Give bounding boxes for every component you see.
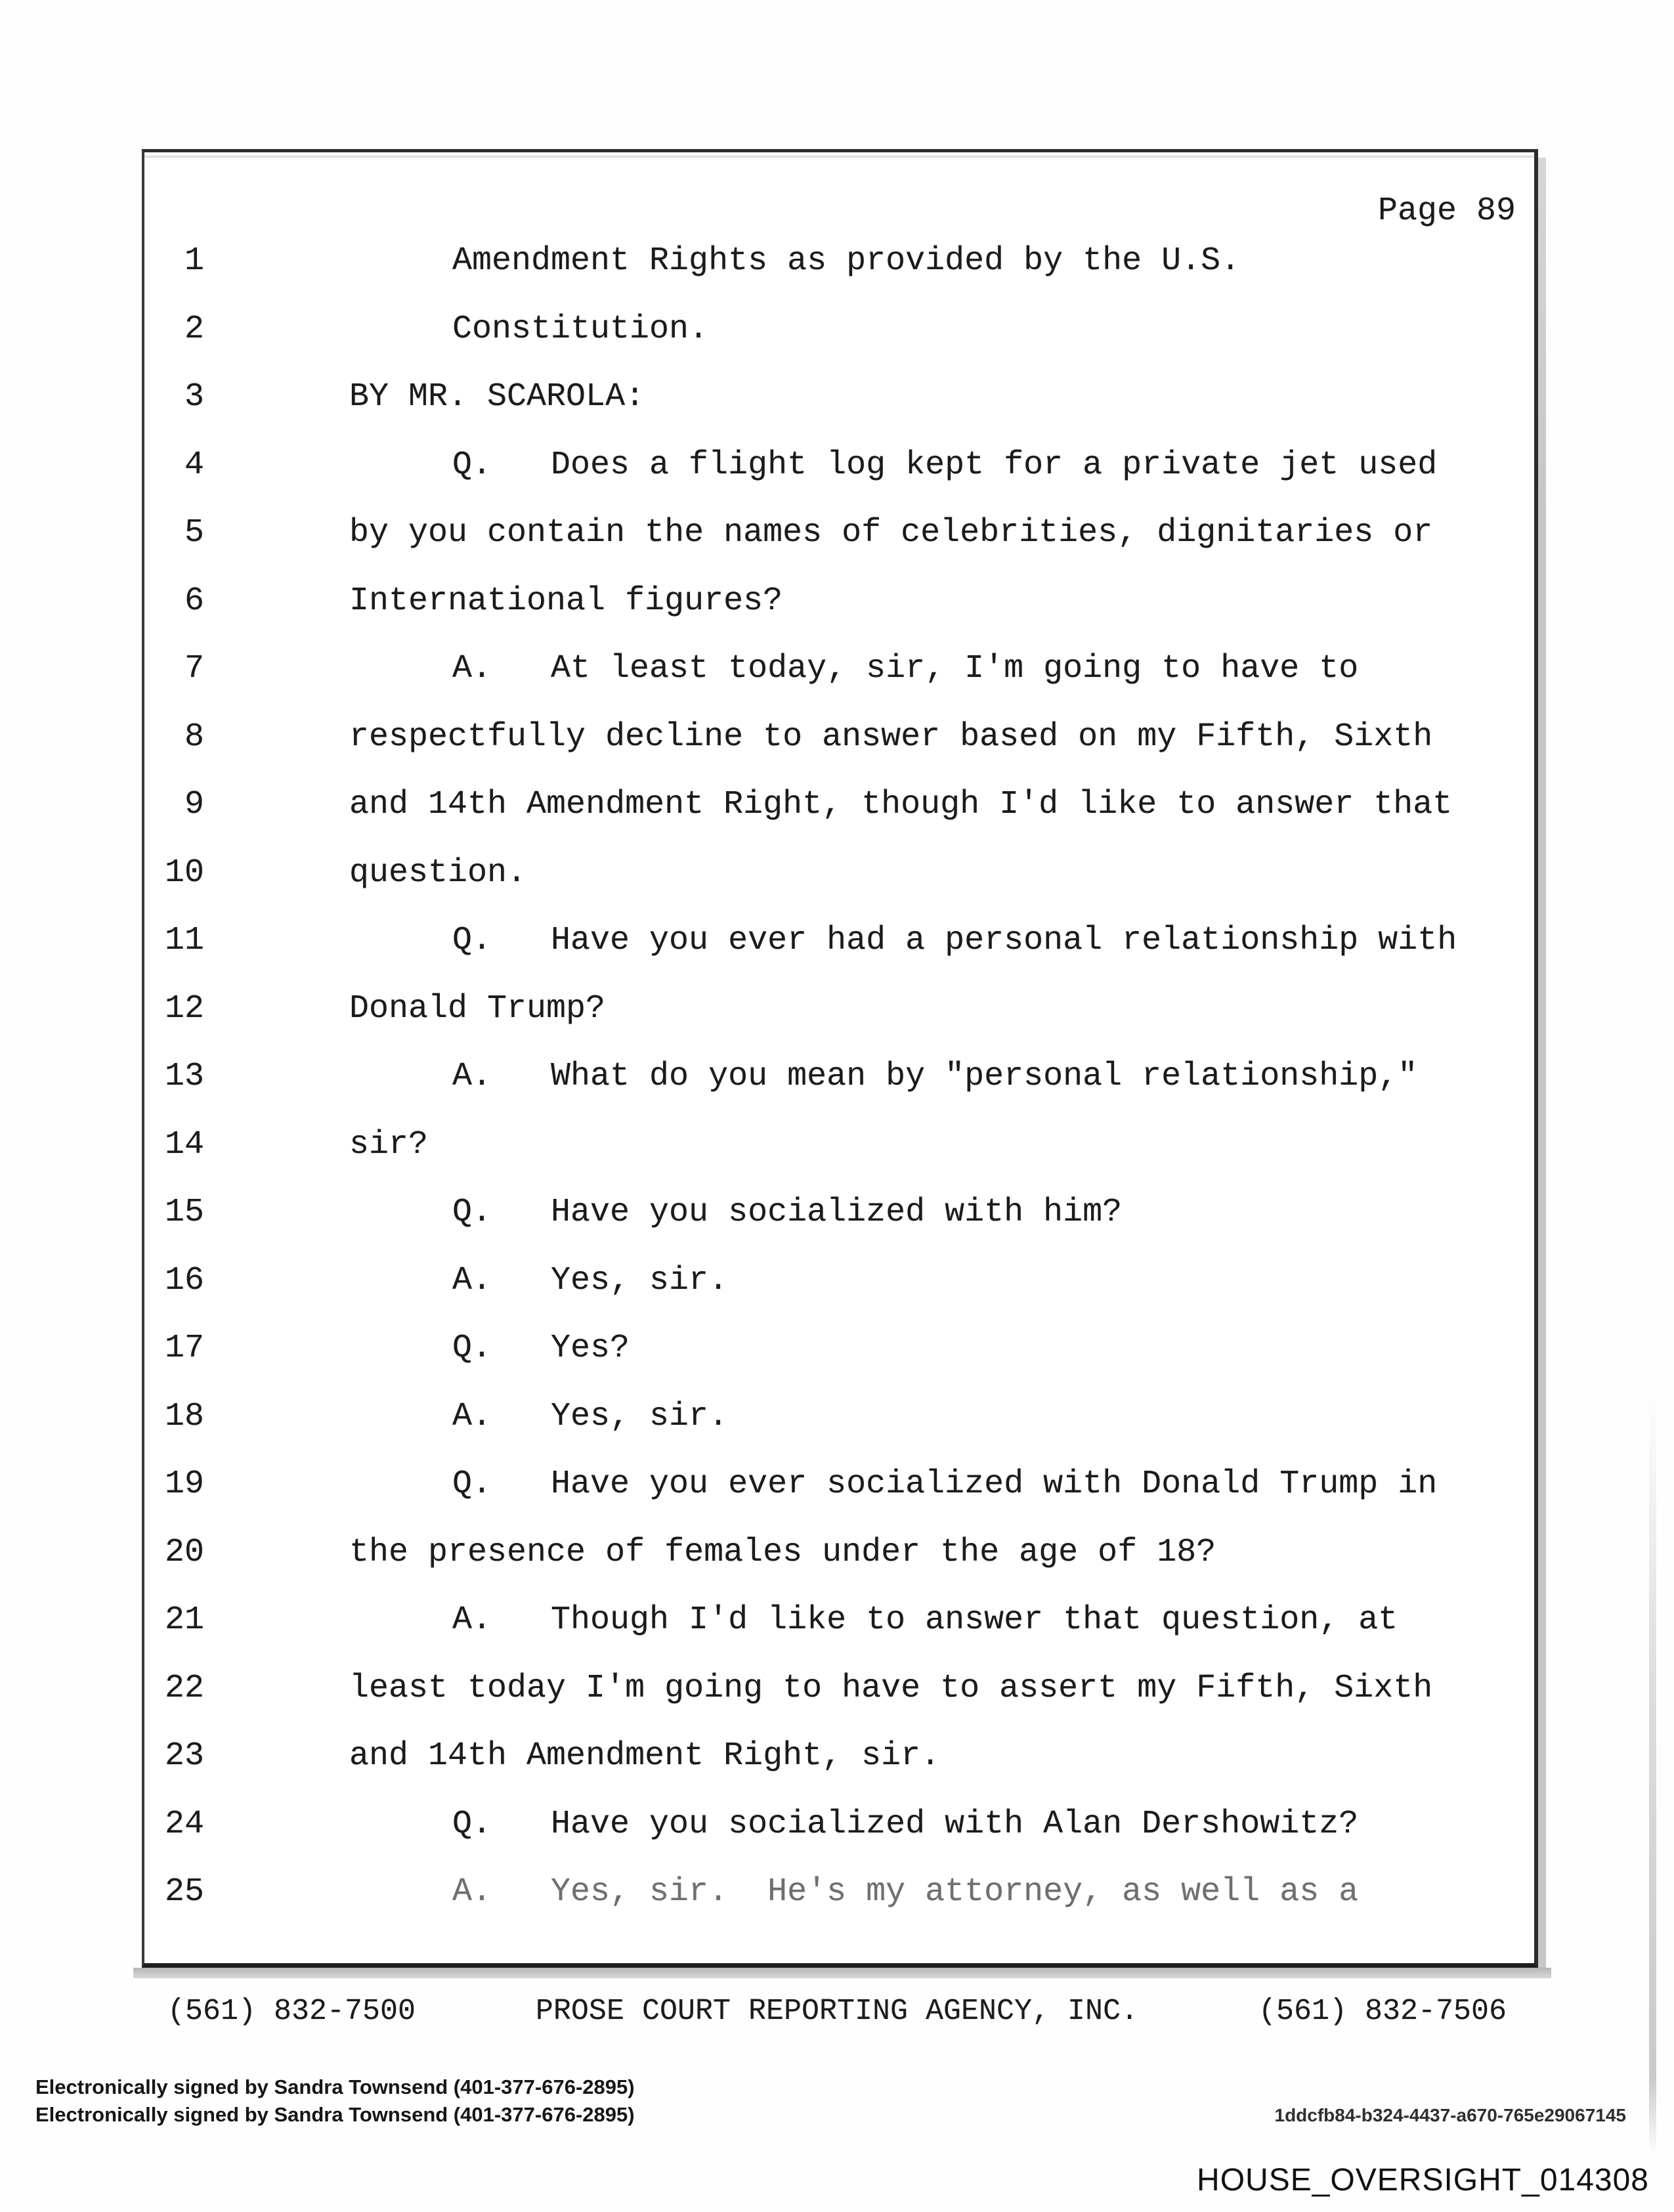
transcript-line <box>144 854 1534 922</box>
line-number: 24 <box>164 1805 204 1843</box>
transcript-line <box>144 582 1534 650</box>
transcript-line <box>144 310 1534 378</box>
line-number: 5 <box>184 514 204 552</box>
line-number: 15 <box>164 1194 204 1231</box>
line-number: 9 <box>184 786 204 823</box>
bates-number-stamp: HOUSE_OVERSIGHT_014308 <box>1197 2163 1649 2198</box>
line-text: and 14th Amendment Right, though I'd like to answer that <box>349 786 1453 823</box>
line-text: least today I'm going to have to assert my Fifth, Sixth <box>349 1669 1433 1707</box>
transcript-line <box>144 1601 1534 1669</box>
transcript-line <box>144 242 1534 310</box>
line-number: 17 <box>164 1330 204 1367</box>
footer-agency-name: PROSE COURT REPORTING AGENCY, INC. <box>535 1995 1139 2028</box>
line-text: respectfully decline to answer based on my Fifth, Sixth <box>349 718 1433 756</box>
line-number: 7 <box>184 650 204 687</box>
line-number: 8 <box>184 718 204 756</box>
transcript-line <box>144 921 1534 989</box>
line-text: Q. Yes? <box>452 1330 630 1367</box>
line-number: 12 <box>164 989 204 1028</box>
line-text: A. At least today, sir, I'm going to have to <box>452 650 1359 687</box>
line-number: 13 <box>164 1058 204 1095</box>
line-number: 19 <box>164 1465 204 1503</box>
transcript-line <box>144 378 1534 446</box>
line-number: 25 <box>164 1873 204 1911</box>
line-number: 1 <box>184 242 204 280</box>
electronic-signature-line: Electronically signed by Sandra Townsend (401-377-676-2895) <box>35 2075 635 2098</box>
line-text: Q. Does a flight log kept for a private jet used <box>452 446 1438 484</box>
line-number: 10 <box>164 854 204 892</box>
line-number: 2 <box>184 310 204 348</box>
line-number: 21 <box>164 1601 204 1639</box>
line-number: 20 <box>164 1533 204 1571</box>
line-number: 22 <box>164 1669 204 1707</box>
line-number: 6 <box>184 582 204 620</box>
line-text: Q. Have you socialized with Alan Dershowitz? <box>452 1805 1359 1843</box>
transcript-line <box>144 1057 1534 1125</box>
transcript-line <box>144 1533 1534 1601</box>
line-text: A. Yes, sir. <box>452 1261 729 1299</box>
transcript-line <box>144 1873 1534 1941</box>
line-number: 23 <box>164 1737 204 1775</box>
transcript-page-frame <box>142 149 1538 1968</box>
transcript-line <box>144 1397 1534 1465</box>
scan-shadow-right <box>1538 158 1546 1970</box>
line-text: A. Yes, sir. <box>452 1397 729 1435</box>
transcript-line <box>144 1329 1534 1397</box>
transcript-line <box>144 785 1534 854</box>
transcript-line <box>144 1737 1534 1805</box>
scan-shadow-bottom <box>133 1968 1551 1978</box>
line-text: Q. Have you socialized with him? <box>452 1194 1123 1231</box>
line-text: Amendment Rights as provided by the U.S. <box>452 242 1241 280</box>
line-number: 3 <box>184 378 204 416</box>
document-id-stamp: 1ddcfb84-b324-4437-a670-765e29067145 <box>1274 2105 1626 2125</box>
transcript-line <box>144 1261 1534 1330</box>
electronic-signature-line: Electronically signed by Sandra Townsend (401-377-676-2895) <box>35 2103 635 2126</box>
transcript-line <box>144 718 1534 786</box>
line-text: Constitution. <box>452 310 709 348</box>
line-text: A. Though I'd like to answer that question, at <box>452 1601 1398 1639</box>
line-text: Donald Trump? <box>349 989 606 1028</box>
scan-edge-streak <box>1649 1392 1656 2154</box>
line-text: BY MR. SCAROLA: <box>349 378 645 416</box>
line-text: Q. Have you ever socialized with Donald Trump in <box>452 1465 1438 1503</box>
transcript-line <box>144 1805 1534 1873</box>
line-number: 18 <box>164 1397 204 1435</box>
line-text: A. Yes, sir. He's my attorney, as well as a <box>452 1873 1359 1911</box>
line-text: the presence of females under the age of 18? <box>349 1533 1216 1571</box>
line-text: sir? <box>349 1125 429 1163</box>
transcript-line <box>144 649 1534 718</box>
transcript-line <box>144 446 1534 514</box>
line-number: 14 <box>164 1125 204 1163</box>
line-text: A. What do you mean by "personal relationship," <box>452 1058 1418 1095</box>
footer-phone-right: (561) 832-7506 <box>1258 1995 1507 2028</box>
line-number: 11 <box>164 922 204 959</box>
line-number: 4 <box>184 446 204 484</box>
transcript-lines <box>144 242 1534 1941</box>
transcript-line <box>144 1125 1534 1194</box>
transcript-line <box>144 1465 1534 1533</box>
page-number-label: Page 89 <box>1377 192 1516 230</box>
transcript-line <box>144 989 1534 1058</box>
transcript-line <box>144 513 1534 582</box>
line-text: by you contain the names of celebrities, dignitaries or <box>349 514 1433 552</box>
line-text: International figures? <box>349 582 783 620</box>
line-number: 16 <box>164 1261 204 1299</box>
electronic-signature-block <box>35 2073 635 2129</box>
transcript-line <box>144 1193 1534 1261</box>
line-text: and 14th Amendment Right, sir. <box>349 1737 941 1775</box>
transcript-line <box>144 1669 1534 1737</box>
footer-phone-left: (561) 832-7500 <box>167 1995 416 2028</box>
line-text: question. <box>349 854 527 892</box>
line-text: Q. Have you ever had a personal relationship with <box>452 922 1457 959</box>
reporter-footer <box>167 1995 1507 2029</box>
